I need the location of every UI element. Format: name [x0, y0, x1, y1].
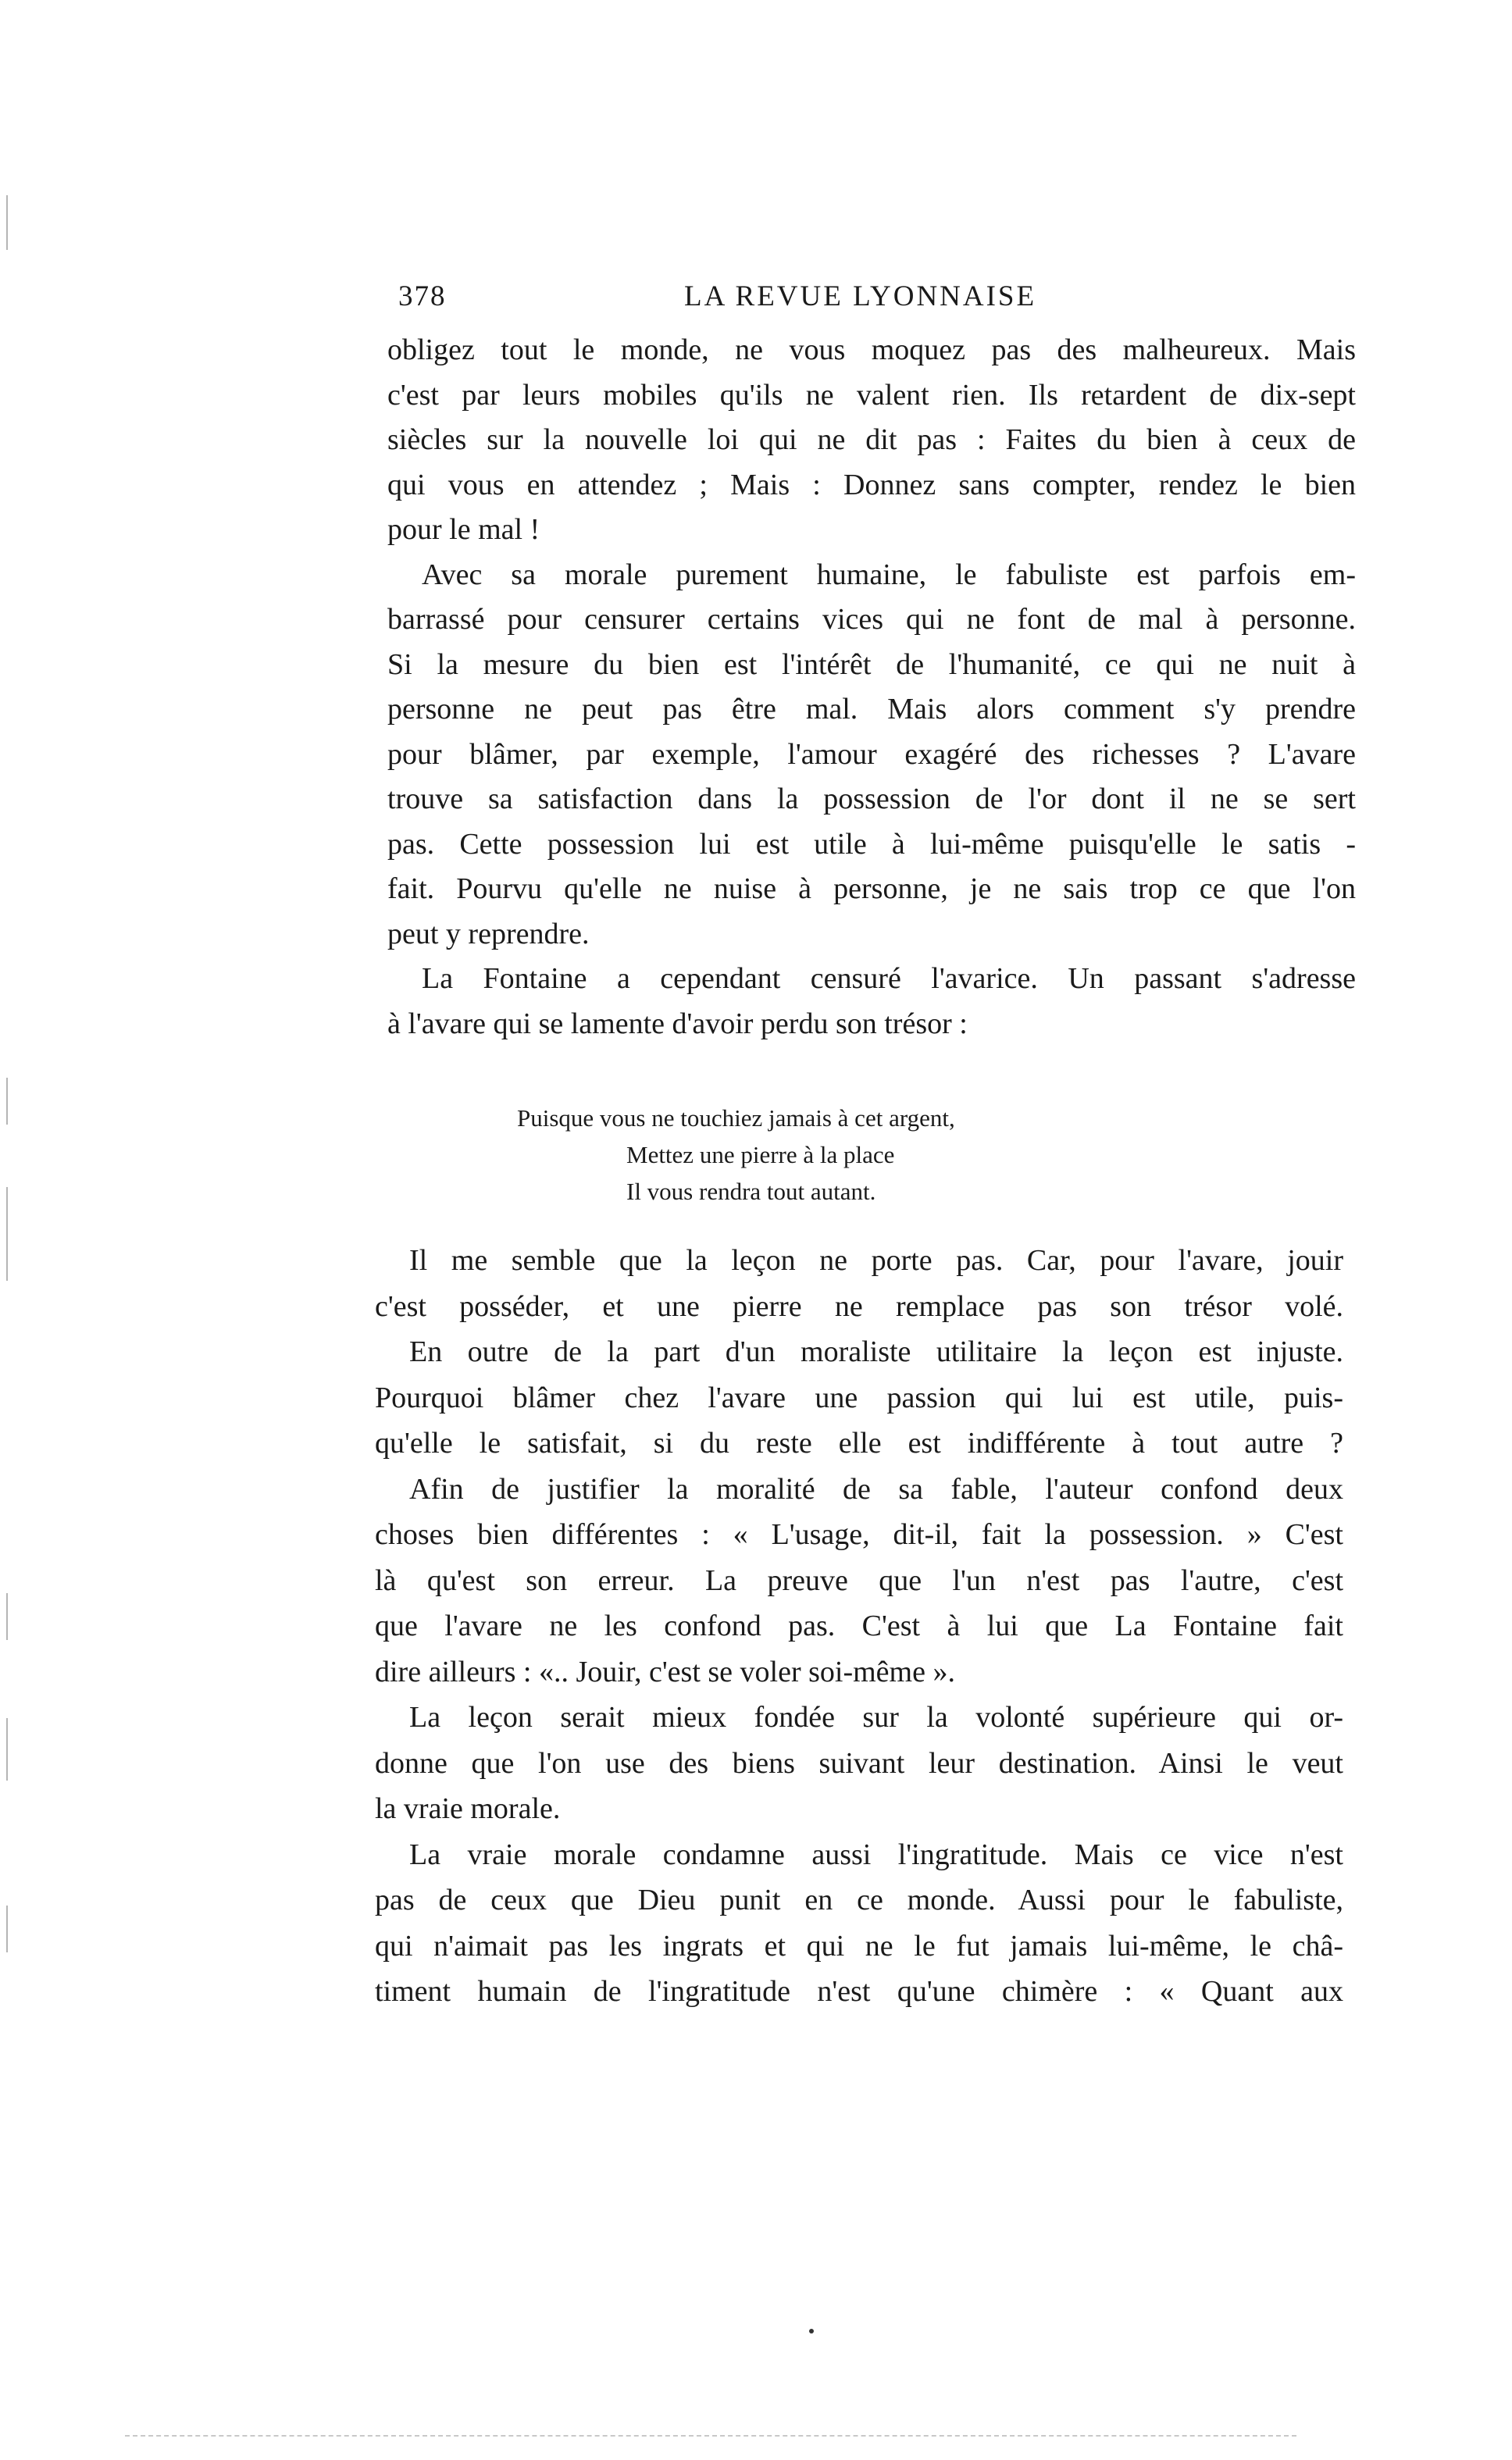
text-line: Il me semble que la leçon ne porte pas. Car, pour l'avare, jouir — [409, 1244, 1343, 1277]
text-line: c'est par leurs mobiles qu'ils ne valent rien. Ils retardent de dix-sept — [387, 378, 1356, 412]
text-line: Si la mesure du bien est l'intérêt de l'humanité, ce qui ne nuit à — [387, 647, 1356, 681]
ink-speck — [809, 2329, 814, 2333]
text-line: En outre de la part d'un moraliste utilitaire la leçon est injuste. — [409, 1335, 1343, 1368]
text-line: Avec sa morale purement humaine, le fabuliste est parfois em- — [422, 558, 1356, 591]
text-line: pas. Cette possession lui est utile à lui-même puisqu'elle le satis - — [387, 827, 1356, 861]
text-line: Afin de justifier la moralité de sa fable, l'auteur confond deux — [409, 1472, 1343, 1506]
edge-mark — [6, 1078, 8, 1125]
text-line: la vraie morale. — [375, 1792, 561, 1825]
edge-mark — [6, 1187, 8, 1281]
body-text-upper — [387, 328, 1356, 1046]
text-line: La vraie morale condamne aussi l'ingratitude. Mais ce vice n'est — [409, 1838, 1343, 1871]
text-line: peut y reprendre. — [387, 917, 590, 950]
text-line: obligez tout le monde, ne vous moquez pas des malheureux. Mais — [387, 333, 1356, 366]
text-line: c'est posséder, et une pierre ne remplace pas son trésor volé. — [375, 1289, 1343, 1323]
text-line: qui n'aimait pas les ingrats et qui ne le fut jamais lui-même, le châ- — [375, 1929, 1343, 1963]
running-header — [387, 280, 1371, 319]
text-line: là qu'est son erreur. La preuve que l'un n'est pas l'autre, c'est — [375, 1563, 1343, 1597]
text-line: qui vous en attendez ; Mais : Donnez sans compter, rendez le bien — [387, 468, 1356, 501]
text-line: personne ne peut pas être mal. Mais alors comment s'y prendre — [387, 693, 1356, 726]
text-line: pour blâmer, par exemple, l'amour exagéré des richesses ? L'avare — [387, 737, 1356, 771]
body-text-lower — [375, 1238, 1343, 2015]
text-line: qu'elle le satisfait, si du reste elle est indifférente à tout autre ? — [375, 1427, 1343, 1460]
text-line: barrassé pour censurer certains vices qui ne font de mal à personne. — [387, 603, 1356, 636]
text-line: pour le mal ! — [387, 513, 540, 546]
text-line: trouve sa satisfaction dans la possession de l'or dont il ne se sert — [387, 783, 1356, 815]
edge-mark — [6, 195, 8, 250]
verse-line: Puisque vous ne touchiez jamais à cet argent, — [517, 1104, 955, 1132]
running-title: LA REVUE LYONNAISE — [684, 280, 1037, 312]
text-line: timent humain de l'ingratitude n'est qu'une chimère : « Quant aux — [375, 1975, 1343, 2008]
text-line: La Fontaine a cependant censuré l'avarice. Un passant s'adresse — [422, 962, 1356, 995]
verse-line: Mettez une pierre à la place — [626, 1141, 895, 1168]
page-number: 378 — [398, 280, 447, 312]
text-line: siècles sur la nouvelle loi qui ne dit pas : Faites du bien à ceux de — [387, 423, 1356, 456]
text-line: dire ailleurs : «.. Jouir, c'est se voler soi-même ». — [375, 1655, 955, 1688]
text-line: Pourquoi blâmer chez l'avare une passion qui lui est utile, puis- — [375, 1381, 1343, 1414]
text-line: choses bien différentes : « L'usage, dit-il, fait la possession. » C'est — [375, 1518, 1343, 1551]
text-line: donne que l'on use des biens suivant leur destination. Ainsi le veut — [375, 1746, 1343, 1780]
verse-line: Il vous rendra tout autant. — [626, 1178, 876, 1205]
edge-mark — [6, 1906, 8, 1952]
text-line: La leçon serait mieux fondée sur la volonté supérieure qui or- — [409, 1701, 1343, 1734]
edge-mark — [6, 1593, 8, 1640]
scan-edge-marks — [0, 0, 14, 2460]
text-line: pas de ceux que Dieu punit en ce monde. Aussi pour le fabuliste, — [375, 1884, 1343, 1916]
text-line: à l'avare qui se lamente d'avoir perdu son trésor : — [387, 1007, 968, 1040]
text-line: fait. Pourvu qu'elle ne nuise à personne, je ne sais trop ce que l'on — [387, 872, 1356, 905]
scan-bottom-edge — [125, 2435, 1296, 2438]
text-line: que l'avare ne les confond pas. C'est à lui que La Fontaine fait — [375, 1610, 1343, 1642]
edge-mark — [6, 1718, 8, 1781]
verse-quotation — [517, 1100, 1111, 1210]
